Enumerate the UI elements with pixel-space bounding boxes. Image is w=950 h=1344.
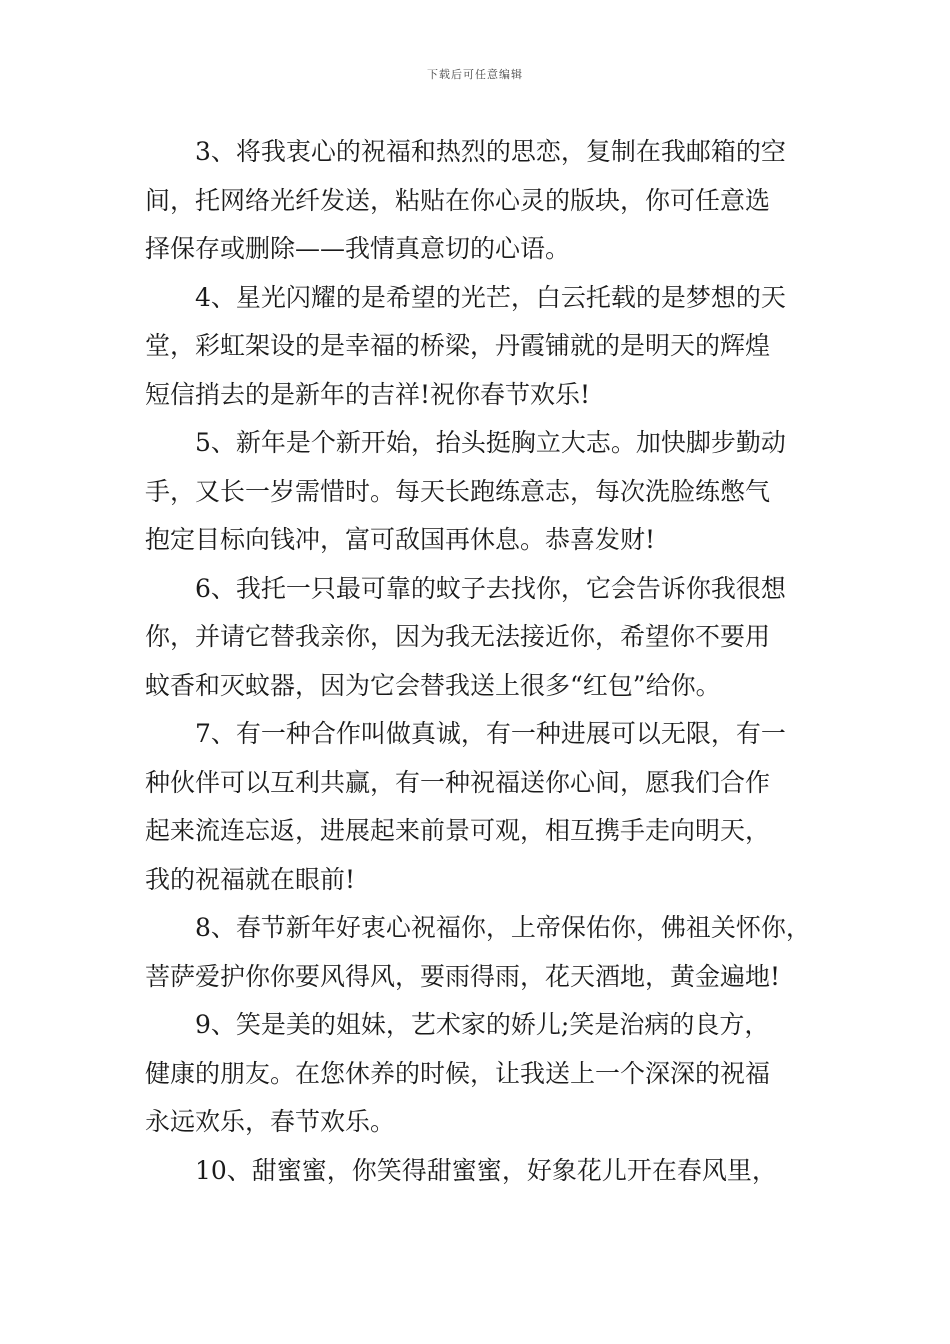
- text-line: 10、甜蜜蜜，你笑得甜蜜蜜，好象花儿开在春风里，: [195, 1155, 777, 1185]
- text-line: 抱定目标向钱冲，富可敌国再休息。恭喜发财!: [145, 525, 656, 554]
- text-line: 我的祝福就在眼前!: [145, 864, 356, 894]
- paragraph-4: [145, 274, 845, 420]
- text-line: 你，并请它替我亲你，因为我无法接近你，希望你不要用: [145, 622, 771, 651]
- text-line: 择保存或删除——我情真意切的心语。: [145, 234, 571, 263]
- paragraph-3: [145, 128, 845, 274]
- text-line: 8、春节新年好衷心祝福你，上帝保佑你，佛祖关怀你，: [195, 913, 811, 942]
- text-line: 7、有一种合作叫做真诚，有一种进展可以无限，有一: [195, 719, 786, 748]
- page-header: 下载后可任意编辑: [427, 68, 523, 81]
- paragraph-6: [145, 565, 845, 711]
- text-line: 起来流连忘返，进展起来前景可观，相互携手走向明天，: [145, 816, 771, 845]
- text-line: 手，又长一岁需惜时。每天长跑练意志，每次洗脸练憋气: [145, 476, 771, 506]
- text-line: 菩萨爱护你你要风得风，要雨得雨，花天酒地，黄金遍地!: [145, 961, 781, 991]
- document-body: [145, 128, 845, 1195]
- text-line: 间，托网络光纤发送，粘贴在你心灵的版块，你可任意选: [145, 185, 771, 215]
- paragraph-8: [145, 904, 845, 1001]
- text-line: 短信捎去的是新年的吉祥!祝你春节欢乐!: [145, 379, 591, 409]
- text-line: 3、将我衷心的祝福和热烈的思恋，复制在我邮箱的空: [195, 137, 786, 166]
- text-line: 蚊香和灭蚊器，因为它会替我送上很多“红包”给你。: [145, 670, 721, 700]
- paragraph-10: [145, 1147, 845, 1196]
- paragraph-7: [145, 710, 845, 904]
- text-line: 健康的朋友。在您休养的时候，让我送上一个深深的祝福: [145, 1058, 771, 1088]
- text-line: 种伙伴可以互利共赢，有一种祝福送你心间，愿我们合作: [145, 767, 771, 797]
- text-line: 5、新年是个新开始，抬头挺胸立大志。加快脚步勤动: [195, 428, 786, 457]
- paragraph-5: [145, 419, 845, 565]
- text-line: 永远欢乐，春节欢乐。: [145, 1107, 396, 1136]
- text-line: 堂，彩虹架设的是幸福的桥梁，丹霞铺就的是明天的辉煌: [145, 331, 771, 360]
- text-line: 6、我托一只最可靠的蚊子去找你，它会告诉你我很想: [195, 573, 786, 603]
- paragraph-9: [145, 1001, 845, 1147]
- text-line: 9、笑是美的姐妹，艺术家的娇儿;笑是治病的良方，: [195, 1010, 770, 1039]
- text-line: 4、星光闪耀的是希望的光芒，白云托载的是梦想的天: [195, 282, 786, 312]
